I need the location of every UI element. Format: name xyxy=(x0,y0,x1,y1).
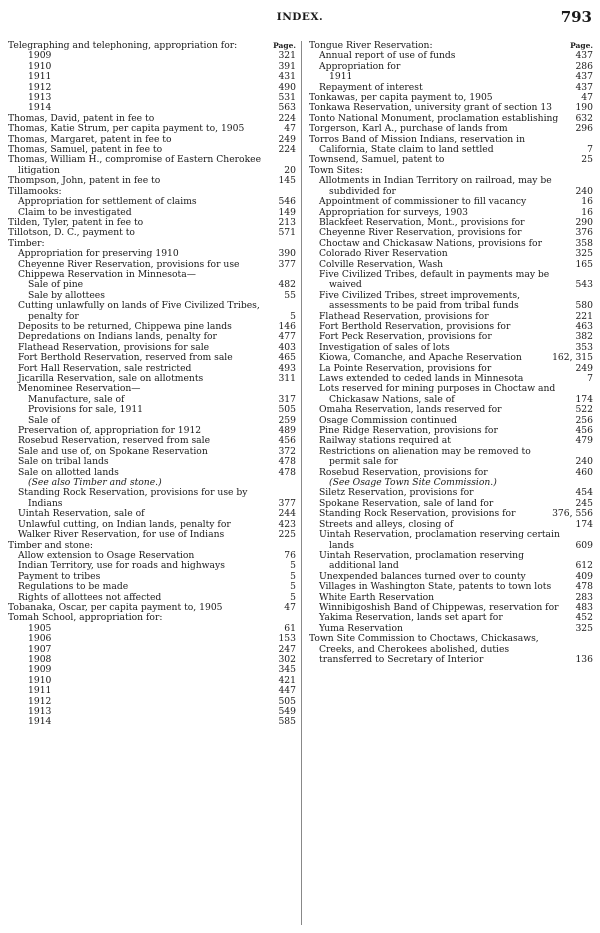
index-entry-text: Town Sites: xyxy=(309,164,363,176)
index-entry-page: 505 xyxy=(278,695,296,707)
index-entry-page: 377 xyxy=(278,497,296,509)
index-entry-text: (See also Timber and stone.) xyxy=(28,477,162,489)
index-entry-text: Investigation of sales of lots xyxy=(319,341,450,353)
index-entry-page: 549 xyxy=(278,706,296,717)
index-entry-text: 1914 xyxy=(28,102,52,114)
index-entry-page: 221 xyxy=(575,310,593,322)
index-entry-text: Colville Reservation, Wash xyxy=(319,258,444,270)
page-header xyxy=(0,8,600,30)
index-entry xyxy=(8,655,296,665)
page-title: INDEX. xyxy=(276,11,324,23)
index-entry-text: Annual report of use of funds xyxy=(319,50,456,62)
index-entry-text: Tillotson, D. C., payment to xyxy=(8,227,135,239)
index-entry-page: 632 xyxy=(575,112,593,124)
index-entry-page: 145 xyxy=(278,175,296,187)
index-entry xyxy=(8,72,296,82)
index-entry xyxy=(8,93,296,103)
index-entry-page: 224 xyxy=(278,112,296,124)
index-entry-page: 76 xyxy=(284,549,296,561)
index-entry-text: 1907 xyxy=(28,643,52,655)
index-entry-text: 1908 xyxy=(28,653,52,665)
index-entry-page: 391 xyxy=(278,60,296,72)
index-entry-page: 25 xyxy=(581,154,593,166)
index-entry-text: Timber: xyxy=(8,237,45,249)
index-entry-text: Cutting unlawfully on lands of Five Civilized Tribes, penalty for xyxy=(18,300,260,322)
index-entry-text: Sale of pine xyxy=(28,279,84,291)
index-entry-page: 61 xyxy=(284,622,296,634)
index-entry-text: Appropriation for xyxy=(319,60,401,72)
index-entry-page: 5 xyxy=(290,581,296,593)
index-column-left xyxy=(8,41,296,925)
index-entry-text: Colorado River Reservation xyxy=(319,248,448,260)
index-entry-text: Thomas, Katie Strum, per capita payment to, 1905 xyxy=(8,123,245,135)
index-entry-text: Manufacture, sale of xyxy=(28,393,125,405)
index-entry-text: Rosebud Reservation, provisions for xyxy=(319,466,488,478)
index-entry-text: Sale on tribal lands xyxy=(18,456,109,468)
index-entry-page: 224 xyxy=(278,144,296,156)
index-entry-page: 47 xyxy=(284,601,296,613)
index-entry-page: 16 xyxy=(581,206,593,218)
index-entry-text: Laws extended to ceded lands in Minnesota xyxy=(319,373,524,384)
index-entry-text: Yuma Reservation xyxy=(319,622,403,634)
index-entry-text: Fort Hall Reservation, sale restricted xyxy=(18,362,192,374)
index-entry-text: Fort Berthold Reservation, provisions for xyxy=(319,320,511,332)
index-entry xyxy=(8,530,296,540)
index-entry-text: Allow extension to Osage Reservation xyxy=(18,549,195,561)
index-entry-text: Menominee Reservation— xyxy=(18,383,141,395)
index-entry xyxy=(309,270,593,291)
index-entry-page: 465 xyxy=(278,352,296,364)
index-entry-text: Provisions for sale, 1911 xyxy=(28,404,144,416)
index-entry-page: 460 xyxy=(575,466,593,478)
index-entry-text: Appointment of commissioner to fill vacancy xyxy=(319,196,527,208)
index-entry-text: Tillamooks: xyxy=(8,185,62,197)
index-entry-text: Townsend, Samuel, patent to xyxy=(309,154,445,166)
index-entry-text: Villages in Washington State, patents to town lots xyxy=(319,581,552,593)
index-entry xyxy=(8,41,296,51)
index-entry-page: 240 xyxy=(575,185,593,197)
index-entry-text: Tomah School, appropriation for: xyxy=(8,612,163,624)
index-entry xyxy=(8,582,296,592)
index-entry-text: Flathead Reservation, provisions for xyxy=(319,310,489,322)
index-entry-text: White Earth Reservation xyxy=(319,591,435,603)
index-entry-text: Flathead Reservation, provisions for sale xyxy=(18,341,210,353)
index-entry-text: Appropriation for surveys, 1903 xyxy=(319,206,469,218)
index-entry-text: Uintah Reservation, proclamation reserving additional land xyxy=(319,549,524,572)
index-entry-text: 1906 xyxy=(28,633,52,645)
index-entry-page: 571 xyxy=(278,227,296,239)
index-entry xyxy=(309,634,593,665)
index-entry-text: Five Civilized Tribes, default in payments may be waived xyxy=(319,268,550,291)
index-entry xyxy=(8,676,296,686)
index-entry-page: 522 xyxy=(575,404,593,416)
index-entry xyxy=(8,301,296,322)
index-entry-page: 259 xyxy=(278,414,296,426)
index-entry-page: 358 xyxy=(575,237,593,249)
index-entry-page: 585 xyxy=(278,716,296,728)
index-entry-page: 452 xyxy=(575,612,593,624)
index-entry-page: 16 xyxy=(581,196,593,208)
page-number: 793 xyxy=(560,8,592,26)
index-entry-text: 1910 xyxy=(28,674,52,686)
index-entry-text: Standing Rock Reservation, provisions for xyxy=(319,508,516,520)
index-entry xyxy=(8,228,296,238)
index-entry-page: 5 xyxy=(290,560,296,572)
index-entry-text: 1910 xyxy=(28,60,52,72)
index-entry-text: Siletz Reservation, provisions for xyxy=(319,487,474,499)
index-entry-text: Claim to be investigated xyxy=(18,206,132,218)
index-entry xyxy=(8,665,296,675)
index-entry xyxy=(8,249,296,259)
index-entry-page: 377 xyxy=(278,258,296,270)
index-entry xyxy=(309,447,593,468)
index-entry-text: Tilden, Tyler, patent in fee to xyxy=(8,216,144,228)
index-entry-page: 213 xyxy=(278,216,296,228)
index-entry-text: Lots reserved for mining purposes in Choctaw and Chickasaw Nations, sale of xyxy=(319,383,556,405)
index-entry xyxy=(8,83,296,93)
index-entry-page: 403 xyxy=(278,341,296,353)
index-entry xyxy=(8,697,296,707)
index-entry-page: 302 xyxy=(278,653,296,665)
index-entry-text: Spokane Reservation, sale of land for xyxy=(319,497,494,509)
index-entry-page: 249 xyxy=(278,133,296,145)
index-entry-text: Railway stations required at xyxy=(319,435,451,447)
index-entry-text: Thompson, John, patent in fee to xyxy=(8,175,161,187)
index-entry-page: 447 xyxy=(278,685,296,697)
page-column-label: Page. xyxy=(273,41,296,50)
index-entry-page: 7 xyxy=(587,144,593,156)
index-entry-page: 146 xyxy=(278,320,296,332)
index-column-right xyxy=(309,41,593,925)
index-entry-page: 431 xyxy=(278,71,296,83)
index-entry-text: Indian Territory, use for roads and highways xyxy=(18,560,225,572)
index-entry-text: Yakima Reservation, lands set apart for xyxy=(319,612,503,624)
index-entry-text: Streets and alleys, closing of xyxy=(319,518,454,530)
index-entry-page: 531 xyxy=(278,92,296,104)
index-entry-text: Sale of xyxy=(28,414,60,426)
index-entry-page: 546 xyxy=(278,196,296,208)
index-entry-page: 244 xyxy=(278,508,296,520)
index-entry-page: 423 xyxy=(278,518,296,530)
index-entry-text: Sale and use of, on Spokane Reservation xyxy=(18,445,208,457)
index-entry-page: 563 xyxy=(278,102,296,114)
index-entry xyxy=(309,135,593,156)
index-entry-text: Cheyenne River Reservation, provisions for use xyxy=(18,258,240,270)
index-entry-page: 483 xyxy=(575,601,593,613)
index-entry-text: Tonkawa Reservation, university grant of section 13 xyxy=(309,102,553,114)
index-entry-page: 580 xyxy=(575,300,593,312)
index-entry xyxy=(309,176,593,197)
index-entry-page: 5 xyxy=(290,310,296,322)
index-entry-page: 376 xyxy=(575,227,593,239)
index-entry-text: Walker River Reservation, for use of Indians xyxy=(18,529,225,541)
index-entry-page: 505 xyxy=(278,404,296,416)
index-entry-text: 1912 xyxy=(28,695,52,707)
index-entry-text: Sale on allotted lands xyxy=(18,466,119,478)
index-entry-page: 165 xyxy=(575,258,593,270)
index-entry-page: 478 xyxy=(278,466,296,478)
index-entry-page: 153 xyxy=(278,633,296,645)
index-entry xyxy=(309,291,593,312)
index-entry-page: 490 xyxy=(278,81,296,93)
index-entry-text: Allotments in Indian Territory on railroad, may be subdivided for xyxy=(319,175,552,197)
index-entry xyxy=(309,197,593,207)
index-entry-page: 478 xyxy=(575,581,593,593)
index-entry xyxy=(8,488,296,509)
index-entry-page: 47 xyxy=(581,92,593,104)
index-entry xyxy=(8,51,296,61)
index-entry-page: 286 xyxy=(575,60,593,72)
index-entry-text: Restrictions on alienation may be removed to permit sale for xyxy=(319,445,531,468)
index-entry-text: 1913 xyxy=(28,92,52,104)
index-entry-text: Winnibigoshish Band of Chippewas, reservation for xyxy=(319,601,559,613)
index-entry-text: Regulations to be made xyxy=(18,581,129,593)
index-entry-text: 1912 xyxy=(28,81,52,93)
index-entry-text: Fort Peck Reservation, provisions for xyxy=(319,331,492,343)
index-entry-text: Appropriation for preserving 1910 xyxy=(18,248,179,260)
index-entry xyxy=(8,645,296,655)
index-entry-page: 479 xyxy=(575,435,593,447)
index-entry-page: 482 xyxy=(278,279,296,291)
index-entry-page: 454 xyxy=(575,487,593,499)
index-entry-text: 1914 xyxy=(28,716,52,728)
column-divider xyxy=(301,41,302,925)
index-entry-text: Thomas, David, patent in fee to xyxy=(8,112,155,124)
index-entry-page: 240 xyxy=(575,456,593,468)
index-entry-page: 493 xyxy=(278,362,296,374)
index-entry-text: Five Civilized Tribes, street improvements, assessments to be paid from tribal funds xyxy=(319,289,521,312)
index-entry-page: 249 xyxy=(575,362,593,374)
index-entry-text: Preservation of, appropriation for 1912 xyxy=(18,425,202,437)
index-entry-text: 1911 xyxy=(28,685,52,697)
index-entry-page: 7 xyxy=(587,373,593,384)
index-entry xyxy=(8,634,296,644)
index-entry-page: 463 xyxy=(575,320,593,332)
index-entry-text: 1911 xyxy=(329,71,353,83)
index-entry xyxy=(309,249,593,259)
index-entry-page: 437 xyxy=(575,50,593,62)
index-entry-page: 421 xyxy=(278,674,296,686)
index-entry-text: Tonkawas, per capita payment to, 1905 xyxy=(309,92,493,104)
index-entry-text: Unlawful cutting, on Indian lands, penalty for xyxy=(18,518,231,530)
index-entry-page: 390 xyxy=(278,248,296,260)
index-entry-page: 437 xyxy=(575,81,593,93)
index-entry-page: 325 xyxy=(575,622,593,634)
index-entry-page: 409 xyxy=(575,570,593,582)
index-entry-text: Timber and stone: xyxy=(8,539,93,551)
index-entry-page: 174 xyxy=(575,518,593,530)
index-entry-page: 437 xyxy=(575,71,593,83)
index-entry-text: Choctaw and Chickasaw Nations, provisions for xyxy=(319,237,542,249)
index-entry-page: 149 xyxy=(278,206,296,218)
index-entry-page: 372 xyxy=(278,445,296,457)
index-entry xyxy=(8,624,296,634)
index-entry-text: Blackfeet Reservation, Mont., provisions for xyxy=(319,216,525,228)
index-entry-page: 174 xyxy=(575,393,593,405)
index-entry-page: 296 xyxy=(575,123,593,135)
index-entry-text: Sale by allottees xyxy=(28,289,105,301)
index-entry-text: Thomas, William H., compromise of Eastern Cherokee litigation xyxy=(8,154,262,176)
index-entry-page: 543 xyxy=(575,279,593,291)
index-entry xyxy=(8,613,296,623)
index-entry-page: 5 xyxy=(290,570,296,582)
index-entry-text: Jicarilla Reservation, sale on allotments xyxy=(18,373,204,384)
index-entry-page: 162, 315 xyxy=(552,352,593,364)
index-entry-text: Chippewa Reservation in Minnesota— xyxy=(18,268,196,280)
index-entry-page: 55 xyxy=(284,289,296,301)
index-entry-page: 353 xyxy=(575,341,593,353)
index-entry-text: 1909 xyxy=(28,664,52,676)
index-entry-text: Telegraphing and telephoning, appropriation for: xyxy=(8,40,238,51)
index-entry xyxy=(8,686,296,696)
index-entry-text: 1905 xyxy=(28,622,52,634)
index-entry-text: Thomas, Margaret, patent in fee to xyxy=(8,133,172,145)
index-entry-text: La Pointe Reservation, provisions for xyxy=(319,362,492,374)
index-entry-text: Uintah Reservation, proclamation reserving certain lands xyxy=(319,529,560,551)
index-entry-page: 345 xyxy=(278,664,296,676)
index-entry-page: 190 xyxy=(575,102,593,114)
index-entry xyxy=(309,384,593,405)
index-entry-text: Tonto National Monument, proclamation establishing xyxy=(309,112,559,124)
index-entry-page: 489 xyxy=(278,425,296,437)
index-entry-page: 136 xyxy=(575,653,593,665)
index-entry-text: Appropriation for settlement of claims xyxy=(18,196,197,208)
index-entry-page: 382 xyxy=(575,331,593,343)
index-entry xyxy=(8,62,296,72)
index-entry xyxy=(8,717,296,727)
index-entry xyxy=(8,707,296,717)
index-entry-text: Depredations on Indians lands, penalty for xyxy=(18,331,217,343)
index-entry-page: 477 xyxy=(278,331,296,343)
index-entry xyxy=(309,582,593,592)
index-entry-page: 290 xyxy=(575,216,593,228)
index-entry-text: Rights of allottees not affected xyxy=(18,591,162,603)
index-entry xyxy=(8,155,296,176)
index-entry-text: 1911 xyxy=(28,71,52,83)
index-entry-text: Cheyenne River Reservation, provisions for xyxy=(319,227,522,239)
index-entry-page: 456 xyxy=(575,425,593,437)
index-entry-page: 245 xyxy=(575,497,593,509)
index-entry-text: 1913 xyxy=(28,706,52,717)
index-entry-text: (See Osage Town Site Commission.) xyxy=(329,477,497,489)
index-entry-page: 612 xyxy=(575,560,593,572)
index-entry-text: Uintah Reservation, sale of xyxy=(18,508,145,520)
index-entry-page: 247 xyxy=(278,643,296,655)
index-entry-text: Tongue River Reservation: xyxy=(309,40,433,51)
index-entry-page: 321 xyxy=(278,50,296,62)
index-entry-text: Fort Berthold Reservation, reserved from sale xyxy=(18,352,233,364)
index-entry-page: 478 xyxy=(278,456,296,468)
index-entry xyxy=(309,551,593,572)
index-entry-page: 47 xyxy=(284,123,296,135)
page-column-label: Page. xyxy=(570,41,593,50)
index-entry xyxy=(309,530,593,551)
index-entry-page: 317 xyxy=(278,393,296,405)
index-entry-text: Omaha Reservation, lands reserved for xyxy=(319,404,502,416)
index-entry-page: 283 xyxy=(575,591,593,603)
index-entry-text: 1909 xyxy=(28,50,52,62)
index-entry-page: 256 xyxy=(575,414,593,426)
index-entry-text: Osage Commission continued xyxy=(319,414,458,426)
index-entry-text: Standing Rock Reservation, provisions for use by Indians xyxy=(18,487,248,509)
index-entry-text: Tobanaka, Oscar, per capita payment to, 1905 xyxy=(8,601,223,613)
index-entry-text: Unexpended balances turned over to county xyxy=(319,570,526,582)
index-entry-text: Pine Ridge Reservation, provisions for xyxy=(319,425,498,437)
index-entry-text: Deposits to be returned, Chippewa pine lands xyxy=(18,320,232,332)
index-entry-text: Torgerson, Karl A., purchase of lands from xyxy=(309,123,508,135)
index-entry-page: 456 xyxy=(278,435,296,447)
index-entry-page: 376, 556 xyxy=(552,508,593,520)
index-entry-page: 20 xyxy=(284,164,296,176)
index-entry-text: Kiowa, Comanche, and Apache Reservation xyxy=(319,352,522,364)
index-entry-page: 5 xyxy=(290,591,296,603)
index-entry-page: 325 xyxy=(575,248,593,260)
index-entry-page: 609 xyxy=(575,539,593,551)
index-entry-text: Payment to tribes xyxy=(18,570,101,582)
index-entry-page: 311 xyxy=(278,373,296,384)
index-entry-text: Rosebud Reservation, reserved from sale xyxy=(18,435,211,447)
index-entry-text: Town Site Commission to Choctaws, Chickasaws, Creeks, and Cherokees abolished, duties transferred to Secretary of Interior xyxy=(309,633,539,665)
index-entry-text: Thomas, Samuel, patent in fee to xyxy=(8,144,163,156)
index-entry-text: Repayment of interest xyxy=(319,81,423,93)
index-entry-text: Torros Band of Mission Indians, reservation in California, State claim to land settled xyxy=(309,133,525,156)
index-entry-page: 225 xyxy=(278,529,296,541)
index-entry xyxy=(8,197,296,207)
